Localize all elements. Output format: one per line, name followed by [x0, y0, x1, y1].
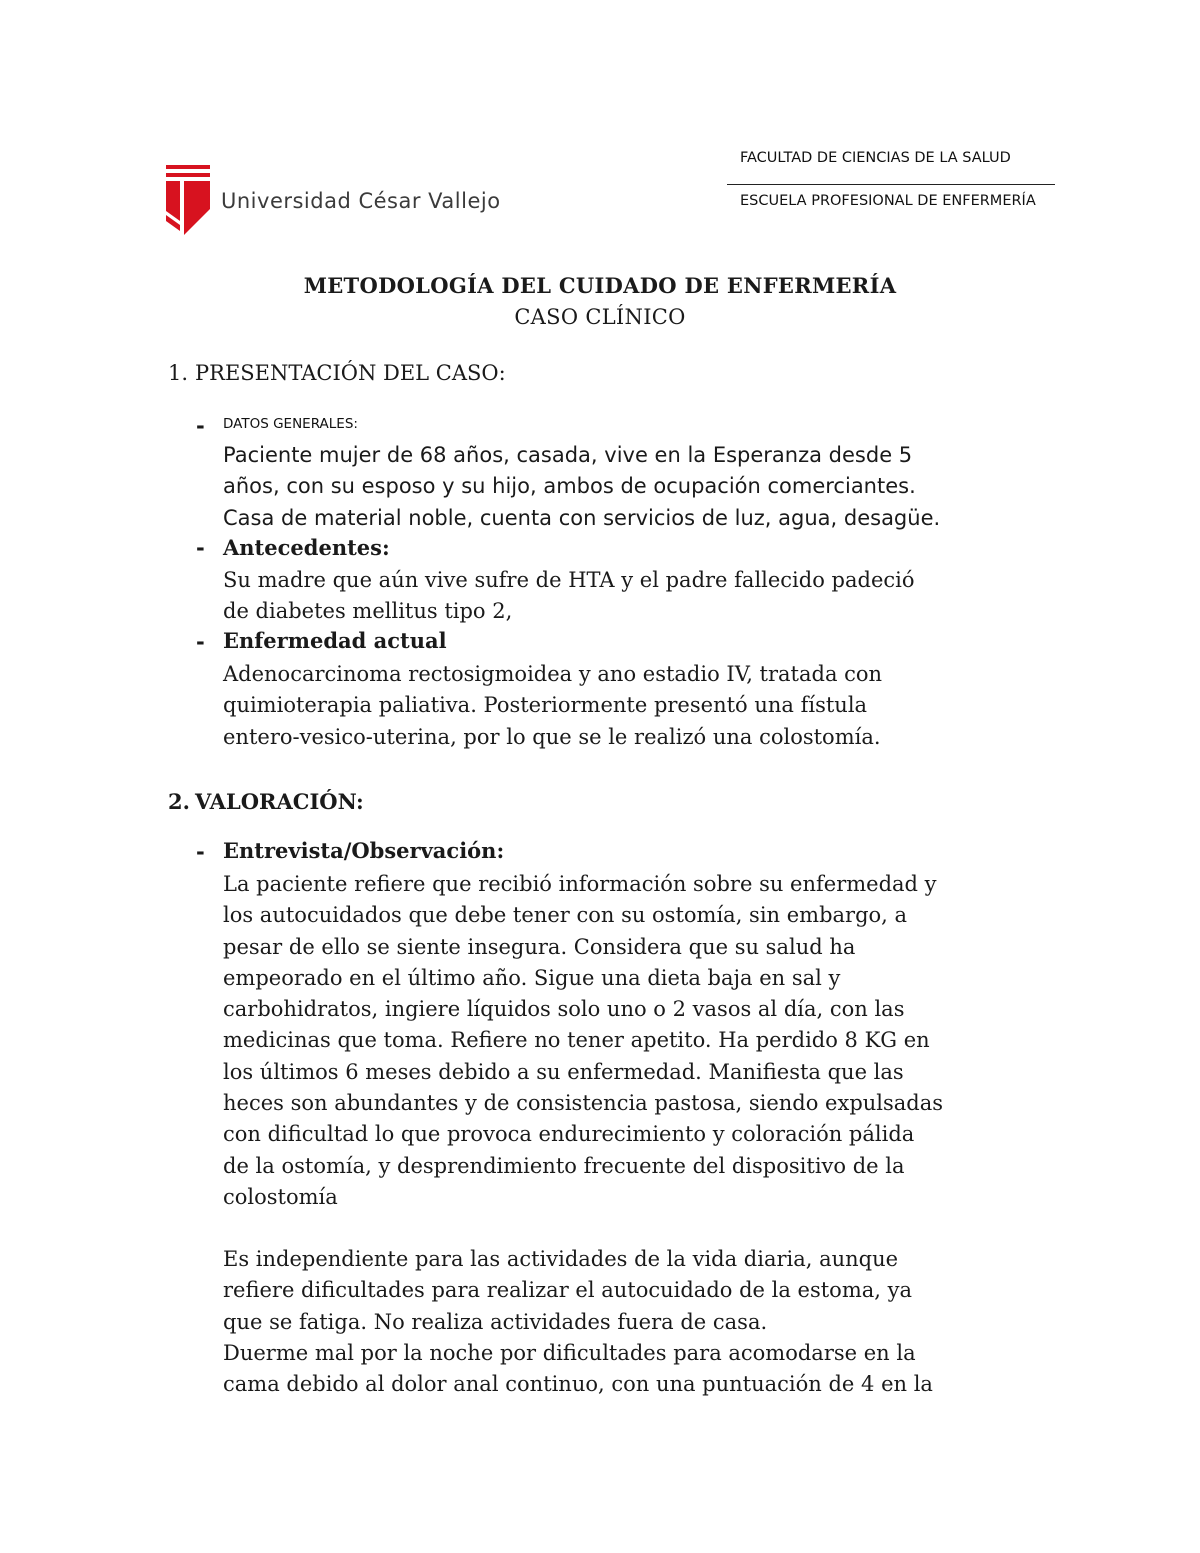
- bullet-dash: -: [196, 840, 205, 864]
- enfermedad-actual-text: [223, 659, 1053, 753]
- section-2-number: 2.: [168, 789, 190, 814]
- text-line: de la ostomía, y desprendimiento frecuente del dispositivo de la: [223, 1153, 905, 1178]
- entrevista-label: Entrevista/Observación:: [223, 838, 505, 863]
- entrevista-text: [223, 869, 1053, 1213]
- section-1-number: 1.: [168, 361, 189, 385]
- bullet-dash: -: [196, 536, 205, 560]
- antecedentes-text: [223, 565, 1053, 628]
- section-1-title: PRESENTACIÓN DEL CASO:: [195, 361, 506, 385]
- text-line: pesar de ello se siente insegura. Considera que su salud ha: [223, 934, 856, 959]
- datos-generales-text: [223, 440, 1053, 534]
- text-line: carbohidratos, ingiere líquidos solo uno o 2 vasos al día, con las: [223, 997, 905, 1022]
- text-line: que se fatiga. No realiza actividades fuera de casa.: [223, 1309, 768, 1334]
- bullet-dash: -: [196, 630, 205, 654]
- text-line: con dificultad lo que provoca endurecimiento y coloración pálida: [223, 1122, 915, 1147]
- text-line: colostomía: [223, 1184, 338, 1209]
- section-2-heading: [168, 789, 364, 814]
- section-2-title: VALORACIÓN:: [195, 789, 364, 814]
- document-title: METODOLOGÍA DEL CUIDADO DE ENFERMERÍA: [303, 273, 897, 298]
- university-logo: [164, 163, 501, 238]
- section-1-heading: [168, 361, 506, 385]
- text-line: años, con su esposo y su hijo, ambos de ocupación comerciantes.: [223, 474, 916, 499]
- text-line: Su madre que aún vive sufre de HTA y el padre fallecido padeció: [223, 568, 915, 592]
- document-subtitle: CASO CLÍNICO: [514, 305, 686, 329]
- text-line: medicinas que toma. Refiere no tener apetito. Ha perdido 8 KG en: [223, 1028, 930, 1053]
- text-line: Duerme mal por la noche por dificultades para acomodarse en la: [223, 1340, 916, 1365]
- text-line: de diabetes mellitus tipo 2,: [223, 599, 513, 624]
- text-line: Adenocarcinoma rectosigmoidea y ano estadio IV, tratada con: [223, 662, 883, 686]
- ucv-shield-icon: [164, 163, 212, 237]
- bullet-dash: -: [196, 414, 205, 438]
- school-name: ESCUELA PROFESIONAL DE ENFERMERÍA: [740, 193, 1036, 209]
- antecedentes-label: Antecedentes:: [223, 535, 390, 560]
- text-line: los últimos 6 meses debido a su enfermedad. Manifiesta que las: [223, 1059, 904, 1084]
- text-line: Casa de material noble, cuenta con servicios de luz, agua, desagüe.: [223, 505, 941, 530]
- enfermedad-actual-label: Enfermedad actual: [223, 628, 447, 653]
- text-line: Es independiente para las actividades de la vida diaria, aunque: [223, 1247, 899, 1271]
- datos-generales-label: DATOS GENERALES:: [223, 416, 358, 432]
- text-line: La paciente refiere que recibió información sobre su enfermedad y: [223, 872, 937, 896]
- text-line: los autocuidados que debe tener con su ostomía, sin embargo, a: [223, 903, 908, 928]
- logo-text: Universidad César Vallejo: [221, 189, 501, 213]
- text-line: quimioterapia paliativa. Posteriormente presentó una fístula: [223, 693, 868, 718]
- text-line: entero-vesico-uterina, por lo que se le realizó una colostomía.: [223, 724, 881, 749]
- text-line: Paciente mujer de 68 años, casada, vive en la Esperanza desde 5: [223, 443, 913, 467]
- entrevista-text-continued: [223, 1244, 1053, 1400]
- text-line: heces son abundantes y de consistencia pastosa, siendo expulsadas: [223, 1091, 944, 1116]
- text-line: refiere dificultades para realizar el autocuidado de la estoma, ya: [223, 1278, 912, 1303]
- header-divider: [727, 184, 1055, 185]
- faculty-name: FACULTAD DE CIENCIAS DE LA SALUD: [740, 150, 1011, 166]
- text-line: cama debido al dolor anal continuo, con una puntuación de 4 en la: [223, 1372, 933, 1397]
- text-line: empeorado en el último año. Sigue una dieta baja en sal y: [223, 965, 841, 990]
